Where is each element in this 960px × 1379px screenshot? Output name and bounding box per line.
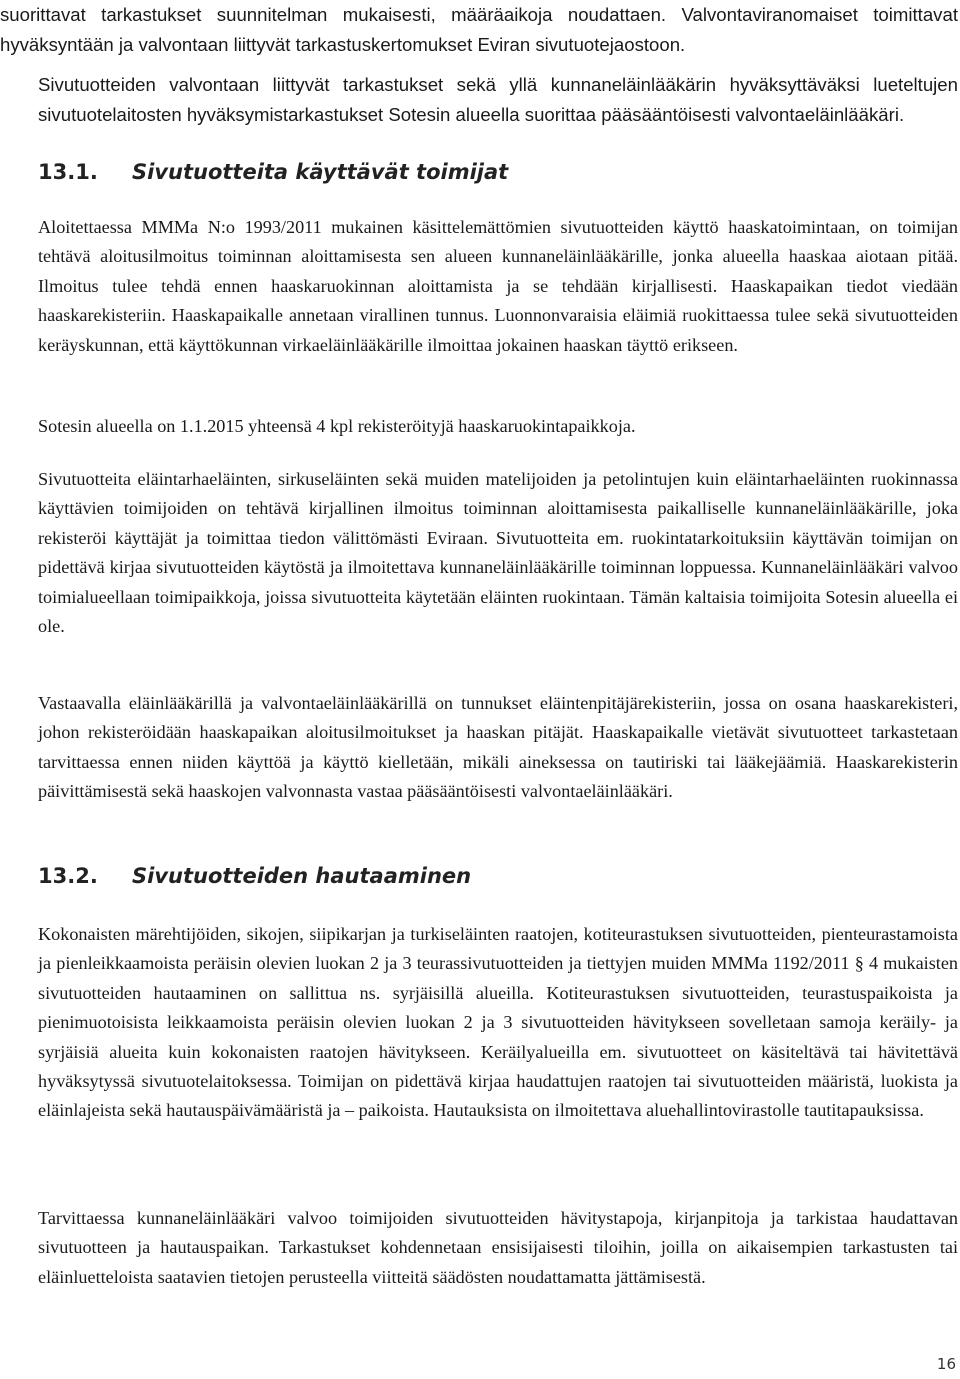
section-13-1-paragraph-1: Aloitettaessa MMMa N:o 1993/2011 mukainen käsittelemättömien sivutuotteiden käyttö haaskatoimintaan, on toimijan tehtävä aloitusilmoitus toiminnan aloittamisesta sen alueen kunnaneläinlääkärille, jonka alueella haaskaa aiotaan pitää. Ilmoitus tulee tehdä ennen haaskaruokinnan aloittamista ja se tehdään kirjallisesti. Haaskapaikan tiedot viedään haaskarekisteriin. Haaskapaikalle annetaan virallinen tunnus. Luonnonvaraisia eläimiä ruokittaessa tulee sekä sivutuotteiden keräyskunnan, että käyttökunnan virkaeläinlääkärille ilmoittaa jokainen haaskan täyttö erikseen.: [38, 217, 958, 355]
intro-paragraph-1: suorittavat tarkastukset suunnitelman mukaisesti, määräaikoja noudattaen. Valvontaviranomaiset toimittavat hyväksyntään ja valvontaan liittyvät tarkastuskertomukset Eviran sivutuotejaostoon.: [0, 4, 958, 55]
section-number: 13.2.: [38, 864, 98, 888]
section-13-2-paragraph-1: Kokonaisten märehtijöiden, sikojen, siipikarjan ja turkiseläinten raatojen, kotiteurastuksen sivutuotteiden, pienteurastamoista ja pienleikkaamoista peräisin olevien luokan 2 ja 3 teurassivutuotteiden ja tiettyjen muiden MMMa 1192/2011 § 4 mukaisten sivutuotteiden hautaaminen on sallittua ns. syrjäisillä alueilla. Kotiteurastuksen sivutuotteiden, teurastuspaikoista ja pienimuotoisista leikkaamoista peräisin olevien luokan 2 ja 3 sivutuotteiden hävitykseen sovelletaan samoja keräily- ja syrjäisiä alueita kuin kokonaisten raatojen hävitykseen. Keräilyalueilla em. sivutuotteet on käsiteltävä tai hävitettävä hyväksytyssä sivutuotelaitoksessa. Toimijan on pidettävä kirjaa haudattujen raatojen tai sivutuotteiden määristä, luokista ja eläinlajeista sekä hautauspäivämääristä ja – paikoista. Hautauksista on ilmoitettava aluehallintovirastolle tautitapauksissa.: [38, 924, 958, 1121]
section-13-1-paragraph-3: Sivutuotteita eläintarhaeläinten, sirkuseläinten sekä muiden matelijoiden ja petolintujen kuin eläintarhaeläinten ruokinnassa käyttävien toimijoiden on tehtävä kirjallinen ilmoitus toiminnan aloittamisesta paikalliselle kunnaneläinlääkärille, joka rekisteröi käyttäjät ja toimittaa tiedon välittömästi Eviraan. Sivutuotteita em. ruokintatarkoituksiin käyttävän toimijan on pidettävä kirjaa sivutuotteiden käytöstä ja ilmoitettava kunnaneläinlääkärille toiminnan loppuessa. Kunnaneläinlääkäri valvoo toimialueellaan toimipaikkoja, joissa sivutuotteita käytetään eläinten ruokintaan. Tämän kaltaisia toimijoita Sotesin alueella ei ole.: [38, 469, 958, 637]
section-heading-13-1: [38, 157, 508, 187]
intro-paragraph-2: Sivutuotteiden valvontaan liittyvät tarkastukset sekä yllä kunnaneläinlääkärin hyväksyttäväksi lueteltujen sivutuotelaitosten hyväksymistarkastukset Sotesin alueella suorittaa pääsääntöisesti valvontaeläinlääkäri.: [38, 74, 958, 125]
section-number: 13.1.: [38, 160, 98, 184]
section-13-1-paragraph-4: Vastaavalla eläinlääkärillä ja valvontaeläinlääkärillä on tunnukset eläintenpitäjärekisteriin, jossa on osana haaskarekisteri, johon rekisteröidään haaskapaikan aloitusilmoitukset ja haaskan pitäjät. Haaskapaikalle vietävät sivutuotteet tarkastetaan tarvittaessa ennen niiden käyttöä ja käyttö kielletään, mikäli aineksessa on tautiriski tai lääkejäämiä. Haaskarekisterin päivittämisestä sekä haaskojen valvonnasta vastaa pääsääntöisesti valvontaeläinlääkäri.: [38, 693, 958, 802]
section-heading-13-2: [38, 861, 471, 891]
section-title: Sivutuotteita käyttävät toimijat: [132, 160, 509, 184]
section-13-2-paragraph-2: Tarvittaessa kunnaneläinlääkäri valvoo toimijoiden sivutuotteiden hävitystapoja, kirjanpitoja ja tarkistaa haudattavan sivutuotteen ja hautauspaikan. Tarkastukset kohdennetaan ensisijaisesti tiloihin, joilla on aikaisempien tarkastusten tai eläinluetteloista saatavien tietojen perusteella viitteitä säädösten noudattamatta jättämisestä.: [38, 1208, 958, 1287]
section-13-1-paragraph-2: Sotesin alueella on 1.1.2015 yhteensä 4 kpl rekisteröityjä haaskaruokintapaikkoja.: [38, 416, 636, 436]
section-title: Sivutuotteiden hautaaminen: [132, 864, 472, 888]
page-number: 16: [936, 1355, 956, 1373]
